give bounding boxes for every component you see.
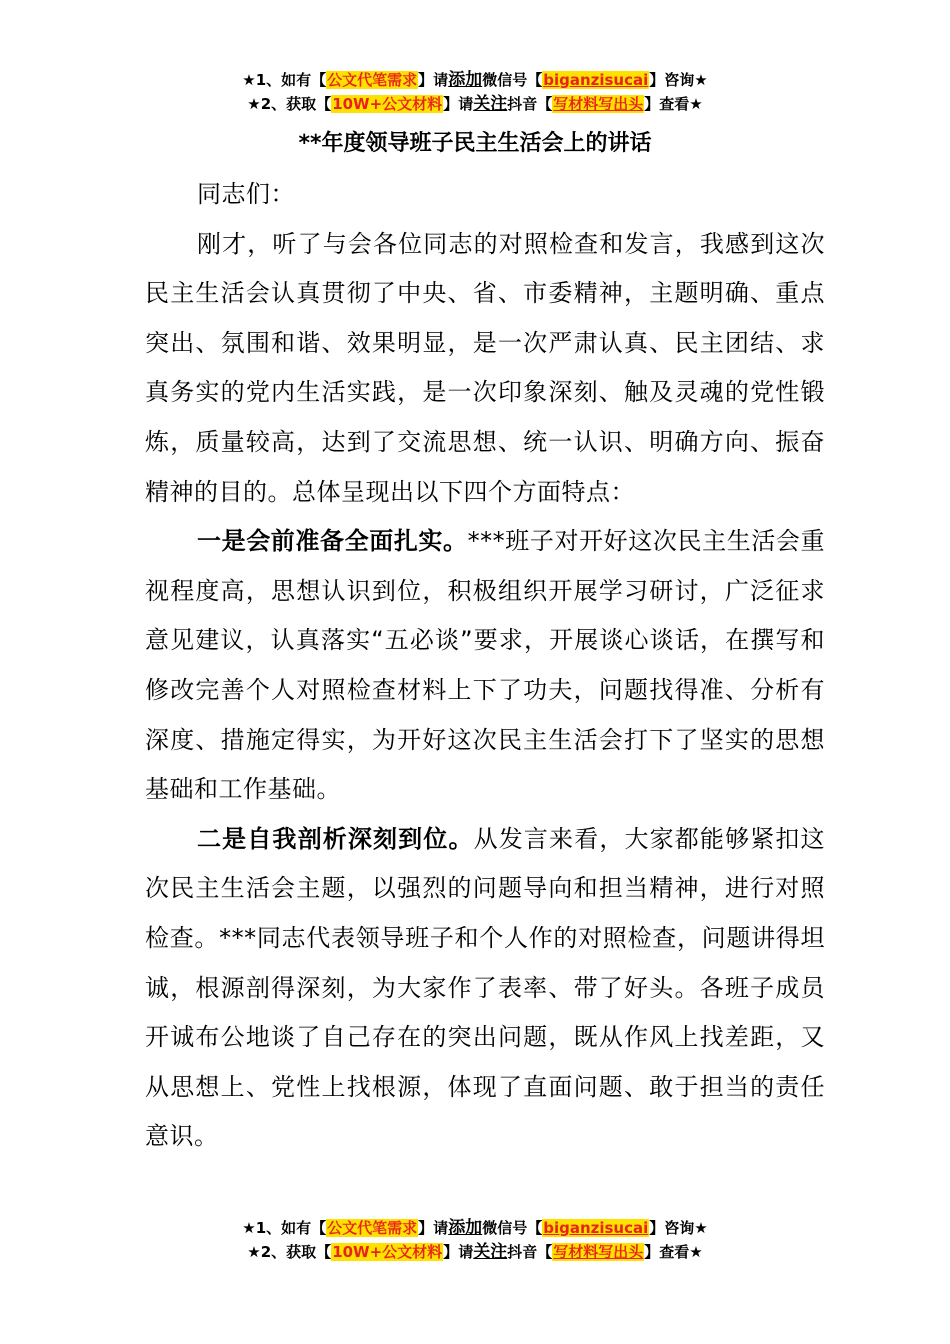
promo-text: 抖音【 bbox=[507, 1243, 553, 1261]
paragraph-text: ***班子对开好这次民主生活会重视程度高，思想认识到位，积极组织开展学习研讨，广泛征求意见建议，认真落实“五必谈”要求，开展谈心谈话，在撰写和修改完善个人对照检查材料上下了功夫，问题找得准、分析有深度、措施定得实，为开好这次民主生活会打下了坚实的思想基础和工作基础。 bbox=[145, 527, 826, 804]
promo-line-2 bbox=[0, 94, 950, 118]
promo-text: 】咨询★ bbox=[649, 1219, 708, 1237]
paragraph-lead: 一是会前准备全面扎实。 bbox=[197, 527, 468, 556]
paragraph-2 bbox=[145, 517, 825, 815]
promo-text: 添加 bbox=[448, 1218, 483, 1238]
promo-line-2 bbox=[0, 1242, 950, 1266]
promo-highlight: 10W+公文材料 bbox=[332, 95, 443, 113]
promo-text: 添加 bbox=[448, 70, 483, 90]
paragraph-1: 刚才，听了与会各位同志的对照检查和发言，我感到这次民主生活会认真贯彻了中央、省、市委精神，主题明确、重点突出、氛围和谐、效果明显，是一次严肃认真、民主团结、求真务实的党内生活实践，是一次印象深刻、触及灵魂的党性锻炼，质量较高，达到了交流思想、统一认识、明确方向、振奋精神的目的。总体呈现出以下四个方面特点： bbox=[145, 229, 825, 506]
promo-line-1 bbox=[0, 70, 950, 94]
douyin-account-link[interactable]: 写材料写出头 bbox=[553, 95, 644, 113]
promo-footer-bottom bbox=[0, 1218, 950, 1266]
paragraph-3 bbox=[145, 815, 825, 1162]
promo-text: 】查看★ bbox=[644, 95, 703, 113]
promo-text: 】查看★ bbox=[644, 1243, 703, 1261]
document-title: **年度领导班子民主生活会上的讲话 bbox=[298, 131, 652, 156]
paragraph-lead: 二是自我剖析深刻到位。 bbox=[197, 824, 474, 853]
salutation: 同志们： bbox=[197, 180, 295, 208]
promo-line-1 bbox=[0, 1218, 950, 1242]
promo-text: 抖音【 bbox=[507, 95, 553, 113]
promo-text: ★1、如有【 bbox=[242, 1219, 327, 1237]
promo-text: 】请 bbox=[443, 1243, 474, 1261]
promo-text: 】请 bbox=[418, 71, 449, 89]
promo-text: 微信号【 bbox=[482, 71, 543, 89]
promo-text: 】咨询★ bbox=[649, 71, 708, 89]
promo-text: ★2、获取【 bbox=[247, 95, 332, 113]
promo-highlight: 10W+公文材料 bbox=[332, 1243, 443, 1261]
promo-text: 关注 bbox=[473, 1242, 508, 1262]
wechat-id-link[interactable]: biganzisucai bbox=[543, 71, 649, 89]
promo-text: 】请 bbox=[418, 1219, 449, 1237]
promo-highlight: 公文代笔需求 bbox=[327, 71, 418, 89]
document-body bbox=[145, 170, 825, 1162]
promo-header-top bbox=[0, 70, 950, 118]
promo-highlight: 公文代笔需求 bbox=[327, 1219, 418, 1237]
promo-text: 】请 bbox=[443, 95, 474, 113]
promo-text: 微信号【 bbox=[482, 1219, 543, 1237]
douyin-account-link[interactable]: 写材料写出头 bbox=[553, 1243, 644, 1261]
promo-text: ★1、如有【 bbox=[242, 71, 327, 89]
paragraph-text: 从发言来看，大家都能够紧扣这次民主生活会主题，以强烈的问题导向和担当精神，进行对照检查。***同志代表领导班子和个人作的对照检查，问题讲得坦诚，根源剖得深刻，为大家作了表率、带了好头。各班子成员开诚布公地谈了自己存在的突出问题，既从作风上找差距，又从思想上、党性上找根源，体现了直面问题、敢于担当的责任意识。 bbox=[145, 824, 826, 1151]
promo-text: 关注 bbox=[473, 94, 508, 114]
promo-text: ★2、获取【 bbox=[247, 1243, 332, 1261]
wechat-id-link[interactable]: biganzisucai bbox=[543, 1219, 649, 1237]
